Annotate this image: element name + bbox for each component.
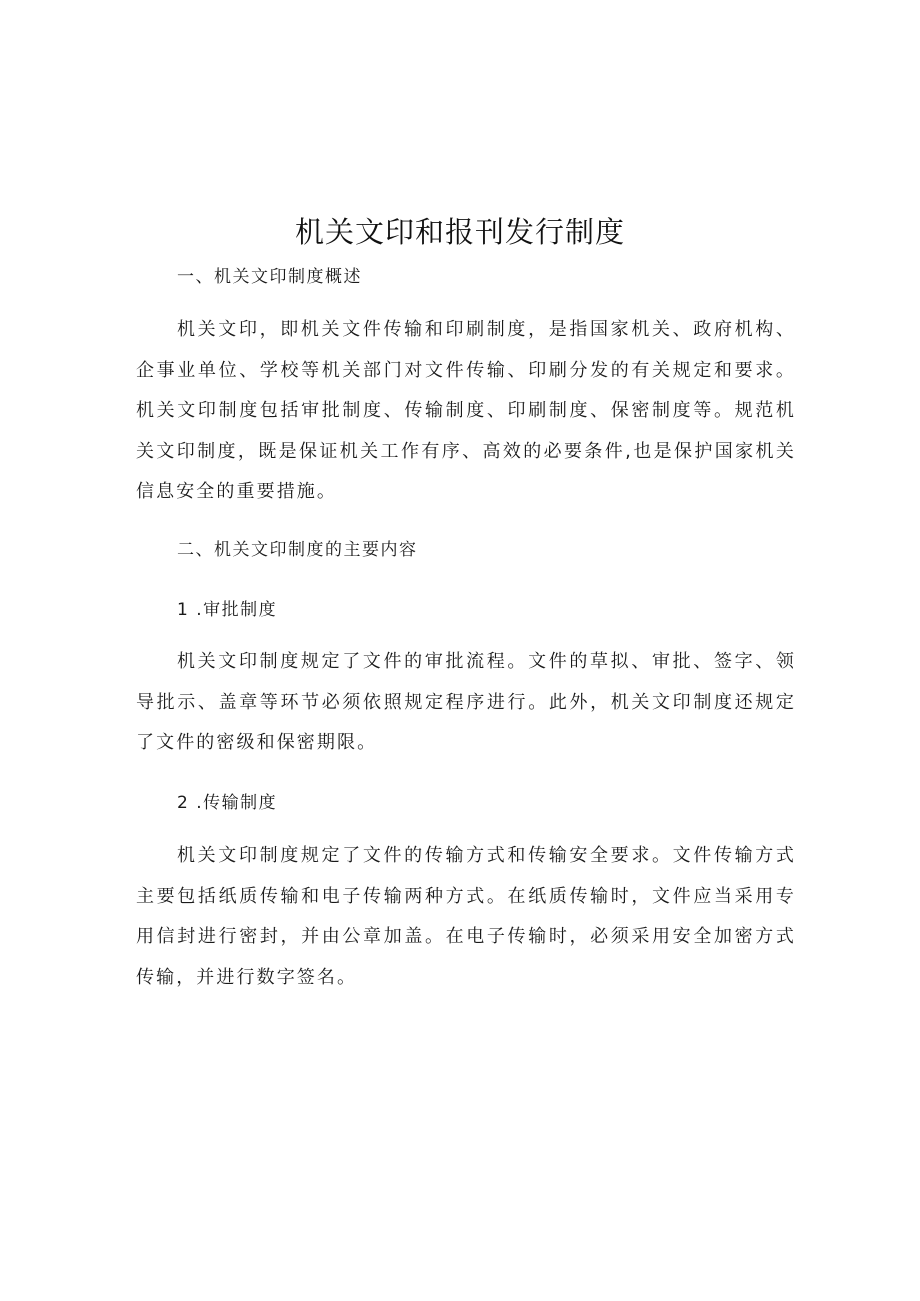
page-title: 机关文印和报刊发行制度: [294, 215, 625, 249]
subsection-heading-approval: 1 .审批制度: [177, 600, 278, 620]
paragraph-approval: 机关文印制度规定了文件的审批流程。文件的草拟、审批、签字、领导批示、盖章等环节必须依照规定程序进行。此外，机关文印制度还规定了文件的密级和保密期限。: [136, 651, 796, 753]
section-heading-main-content: 二、机关文印制度的主要内容: [177, 540, 418, 560]
paragraph-overview: 机关文印，即机关文件传输和印刷制度，是指国家机关、政府机构、企事业单位、学校等机关部门对文件传输、印刷分发的有关规定和要求。机关文印制度包括审批制度、传输制度、印刷制度、保密制度等。规范机关文印制度，既是保证机关工作有序、高效的必要条件,也是保护国家机关信息安全的重要措施。: [136, 319, 796, 502]
subsection-heading-transmission: 2 .传输制度: [177, 793, 278, 813]
section-heading-overview: 一、机关文印制度概述: [177, 267, 362, 287]
paragraph-transmission: 机关文印制度规定了文件的传输方式和传输安全要求。文件传输方式主要包括纸质传输和电子传输两种方式。在纸质传输时，文件应当采用专用信封进行密封，并由公章加盖。在电子传输时，必须采用安全加密方式传输，并进行数字签名。: [136, 845, 796, 988]
